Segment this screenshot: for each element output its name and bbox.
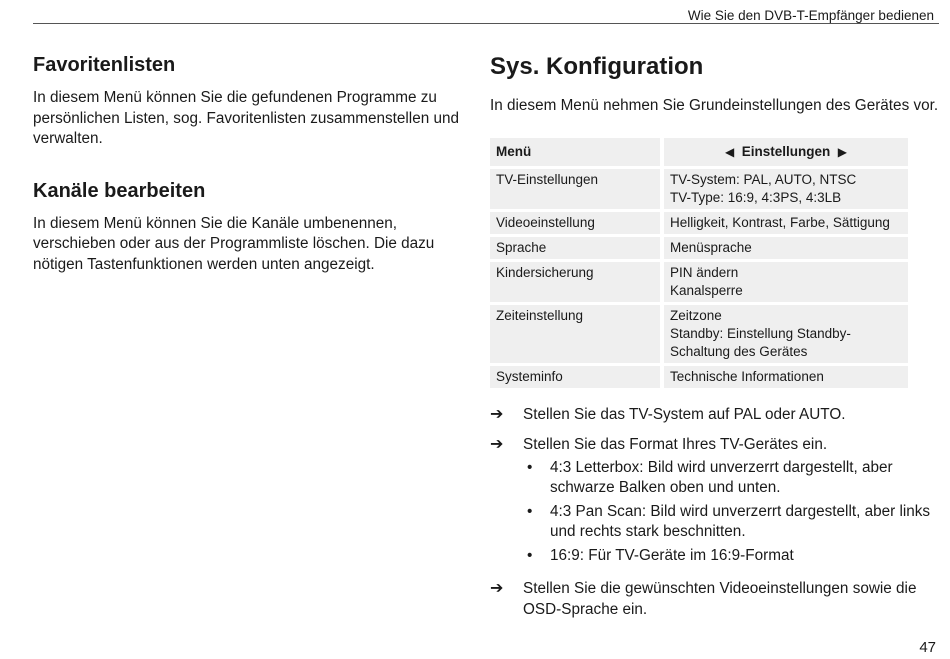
instruction-step [490, 405, 940, 426]
table-cell-line: Menüsprache [670, 239, 752, 255]
table-cell-settings [664, 305, 908, 363]
instruction-step [490, 579, 940, 620]
table-cell-line: TV-Type: 16:9, 4:3PS, 4:3LB [670, 189, 842, 205]
bullet-text: 4:3 Letterbox: Bild wird unverzerrt dargestellt, aber schwarze Balken oben und unten. [550, 458, 893, 496]
table-cell-line: Kanalsperre [670, 282, 743, 298]
table-cell-menu: Videoeinstellung [490, 212, 660, 234]
instruction-text: Stellen Sie das Format Ihres TV-Gerätes ein. [523, 436, 828, 453]
table-cell-settings [664, 169, 908, 209]
list-item [523, 502, 940, 543]
table-header-settings-label: Einstellungen [741, 143, 831, 159]
table-cell-line: Standby: Einstellung Standby-Schaltung des Gerätes [670, 325, 851, 359]
instruction-text: Stellen Sie die gewünschten Videoeinstellungen sowie die OSD-Sprache ein. [523, 580, 917, 618]
table-cell-settings [664, 366, 908, 388]
table-cell-line: TV-System: PAL, AUTO, NTSC [670, 171, 857, 187]
list-item [523, 546, 940, 567]
triangle-right-icon: ▶ [837, 144, 847, 159]
table-row [490, 305, 908, 363]
triangle-left-icon: ◀ [724, 144, 735, 159]
table-cell-settings [664, 212, 908, 234]
section-title-kanaele-bearbeiten: Kanäle bearbeiten [33, 179, 206, 202]
table-cell-settings [664, 262, 908, 302]
left-column [33, 52, 463, 275]
table-cell-line: PIN ändern [670, 264, 739, 280]
bullet-text: 4:3 Pan Scan: Bild wird unverzerrt dargestellt, aber links und rechts stark beschnitten. [550, 502, 931, 540]
table-row [490, 366, 908, 388]
instruction-step [490, 435, 940, 569]
table-cell-menu: Systeminfo [490, 366, 660, 388]
section-text-kanaele-bearbeiten: In diesem Menü können Sie die Kanäle umbenennen, verschieben oder aus der Programmliste löschen. Die dazu nötigen Tastenfunktionen werden unten angezeigt. [33, 214, 435, 273]
table-cell-menu: Kindersicherung [490, 262, 660, 302]
instruction-text: Stellen Sie das TV-System auf PAL oder AUTO. [523, 405, 846, 423]
table-cell-line: Technische Informationen [670, 368, 824, 384]
table-cell-line: Helligkeit, Kontrast, Farbe, Sättigung [670, 214, 890, 230]
steps-list [490, 405, 940, 621]
section-title-favoritenlisten: Favoritenlisten [33, 54, 176, 76]
table-row [490, 237, 908, 259]
arrow-right-icon: ➔ [490, 580, 504, 597]
bullet-icon: • [527, 502, 533, 520]
table-header-menu: Menü [490, 138, 660, 166]
bullet-icon: • [527, 458, 533, 476]
section-text-favoritenlisten: In diesem Menü können Sie die gefundenen Programme zu persönlichen Listen, sog. Favoritenlisten zusammenstellen und verwalten. [33, 89, 459, 147]
bullet-list [523, 458, 940, 567]
table-row [490, 212, 908, 234]
table-row [490, 262, 908, 302]
table-cell-line: Zeitzone [670, 307, 722, 323]
table-cell-menu: TV-Einstellungen [490, 169, 660, 209]
table-header-row [490, 138, 908, 166]
list-item [523, 458, 940, 499]
table-cell-settings [664, 237, 908, 259]
bullet-text: 16:9: Für TV-Geräte im 16:9-Format [550, 546, 794, 564]
arrow-right-icon: ➔ [490, 405, 504, 423]
header-rule [33, 23, 939, 24]
page-number: 47 [919, 639, 936, 656]
settings-table [486, 135, 912, 391]
table-cell-menu: Zeiteinstellung [490, 305, 660, 363]
table-row [490, 169, 908, 209]
table-header-settings [664, 138, 908, 166]
bullet-icon: • [527, 546, 533, 564]
table-cell-menu: Sprache [490, 237, 660, 259]
page-title: Sys. Konfiguration [490, 53, 704, 80]
intro-text: In diesem Menü nehmen Sie Grundeinstellungen des Gerätes vor. [490, 97, 939, 114]
arrow-right-icon: ➔ [490, 436, 504, 453]
right-column [490, 52, 940, 630]
running-header: Wie Sie den DVB-T-Empfänger bedienen [687, 8, 934, 23]
